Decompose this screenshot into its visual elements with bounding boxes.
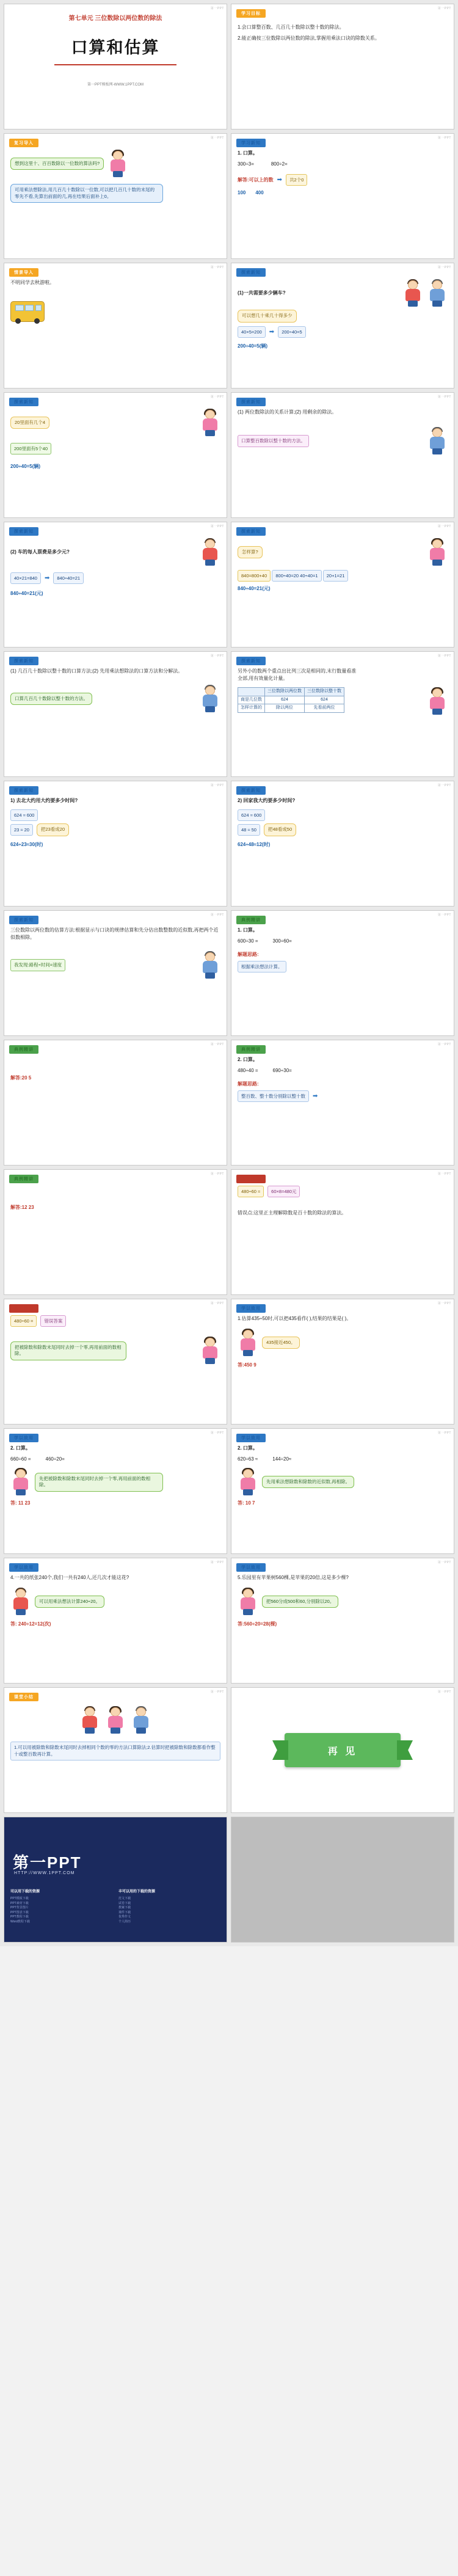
note-text: 错误点:这里正主理解除数是百十数的除法的算法。 (238, 1210, 347, 1216)
hint-bubble: 20里面有几个4 (10, 417, 49, 429)
question-text: 2) 回家我大约要多少时间? (238, 798, 296, 803)
watermark: 第一PPT (437, 913, 451, 917)
watermark: 第一PPT (210, 395, 224, 399)
slide-chip: 课堂小结 (9, 1693, 38, 1701)
slide-body (238, 797, 448, 901)
arrow-icon: ➡ (44, 575, 50, 582)
slide-body (238, 279, 448, 383)
arrow-icon: ➡ (313, 1093, 318, 1100)
table-cell: 除以两位 (265, 704, 305, 713)
slide-mistake-1 (231, 1169, 454, 1295)
answer-text: 200÷40=5(辆) (10, 464, 41, 470)
footer-link[interactable]: PPT背景图片 (10, 1906, 29, 1910)
summary-text: 1.可以用被除数和除数末尾同时去掉相同个数的零的方法口算除法;2.估算时把被除数和除数都看作整十或整百数再计算。 (10, 1742, 220, 1761)
slide-explore-6 (4, 651, 227, 777)
student-figure (79, 1706, 100, 1734)
page-title: 口算和估算 (71, 38, 160, 57)
step-2: 48 ≈ 50 (238, 824, 260, 836)
student-figure (238, 1329, 258, 1357)
slide-chip: 易错提醒 (236, 1175, 266, 1183)
watermark: 第一PPT (437, 1043, 451, 1046)
answer-text: 答:560÷20=28(棵) (238, 1621, 277, 1627)
question-text: 4.一共的纸张240个,我们一共有240人,还几次才能这花? (10, 1575, 129, 1580)
footer-link[interactable]: PPT模板下载 (10, 1897, 29, 1900)
footer-link[interactable]: 教案下载 (118, 1906, 131, 1910)
slide-chip: 学以致用 (236, 1563, 266, 1572)
bus-illustration (10, 301, 45, 322)
student-figure (200, 538, 220, 566)
slide-chip: 探索新知 (236, 786, 266, 795)
watermark: 第一PPT (210, 136, 224, 140)
student-figure (427, 687, 448, 715)
slide-body (10, 797, 220, 901)
banner-wrap (231, 1688, 454, 1812)
slide-body (10, 279, 220, 383)
footer-column (118, 1889, 220, 1924)
answer-text: 答: 11 23 (10, 1500, 31, 1506)
table-header-2: 三位数除以整十数 (305, 688, 344, 696)
step-2: 800÷40=20 40÷40=1 (272, 570, 321, 582)
expression-1: 480÷60 = (10, 1315, 37, 1327)
slide-explore-4 (4, 522, 227, 648)
watermark: 第一PPT (210, 1302, 224, 1305)
title-divider (54, 64, 176, 65)
step-3: 20+1=21 (323, 570, 349, 582)
question-text: (1) 几百几十数除以整十数的口算方法;(2) 先用乘法想除法的口算方法和分解法。 (10, 668, 183, 674)
teacher-figure (131, 1706, 151, 1734)
hint-text: 整百数、整十数分别除以整十数 (238, 1090, 309, 1102)
question-text: (1) 两位数除法的关系计算;(2) 用剩余的除法。 (238, 409, 337, 415)
expression-2: 300÷60= (272, 938, 292, 944)
answer-text: 解答:20 5 (10, 1075, 32, 1081)
expression-1: 660÷60 = (10, 1456, 31, 1462)
answer-text: 答: 10 7 (238, 1500, 255, 1506)
hint-bubble: 435接近450。 (262, 1337, 300, 1349)
wrong-value: 60×8=480元 (267, 1186, 300, 1197)
expression-1: 600÷30 = (238, 938, 258, 944)
slide-body (10, 1186, 220, 1290)
watermark: 第一PPT (210, 266, 224, 269)
footer-link[interactable]: PPT素材下载 (10, 1901, 29, 1905)
error-badge: 错误答案 (40, 1315, 66, 1327)
expression-2: 800÷2= (271, 161, 288, 167)
slide-chip: 探索新知 (9, 398, 38, 406)
table-row (238, 704, 344, 713)
answer-bubble: 可用乘法想除法,用几百几十数除以一位数,可以把几百几十数的末尾的零先不看,先算出前面的几,再在结果后面补上0。 (10, 184, 163, 203)
student-figure (105, 1706, 126, 1734)
slide-body (10, 927, 220, 1031)
slide-chip: 典例精讲 (9, 1175, 38, 1183)
expression-1: 480÷40 = (238, 1068, 258, 1073)
watermark: 第一PPT (210, 1172, 224, 1176)
expression-1: 620÷63 ≈ (238, 1456, 258, 1462)
slide-chip: 探索新知 (9, 657, 38, 665)
expression-2: 460÷20= (45, 1456, 65, 1462)
hint-bubble: 可以想几十乘几十得多少 (238, 310, 297, 323)
student-figure (238, 1588, 258, 1616)
table-cell: 先看前两位 (305, 704, 344, 713)
watermark: 第一PPT (210, 1690, 224, 1694)
watermark: 第一PPT (437, 525, 451, 528)
slide-chip: 探索新知 (9, 527, 38, 536)
watermark: 第一PPT (210, 784, 224, 787)
watermark: 第一PPT (437, 266, 451, 269)
footer-link[interactable]: 试卷下载 (118, 1901, 131, 1905)
expression-1: 480÷60 ≈ (238, 1186, 264, 1197)
slide-practice-2 (4, 1428, 227, 1554)
watermark: 第一PPT (210, 1043, 224, 1046)
slide-objectives (231, 4, 454, 130)
hint-bubble: 把560分成500和60,分别除以20。 (262, 1596, 338, 1608)
answer-text: 答: 240÷12=12(次) (10, 1621, 51, 1627)
slide-chip: 学习目标 (236, 9, 266, 18)
comparison-table (238, 687, 344, 713)
slide-method-summary (4, 910, 227, 1036)
step-1: 40×5=200 (238, 326, 266, 338)
slide-body (10, 409, 220, 513)
slide-chip: 典例精讲 (9, 1045, 38, 1054)
slide-practice-5 (231, 1558, 454, 1684)
slide-chip: 典例精讲 (236, 916, 266, 924)
student-figure (10, 1588, 31, 1616)
watermark: 第一PPT (210, 1561, 224, 1564)
slide-example-2 (231, 1040, 454, 1166)
footer-link[interactable]: 个人简历 (118, 1919, 131, 1924)
step-1: 624 ≈ 600 (238, 809, 265, 821)
hint-bubble: 把被除数和除数末尾同时去掉一个零,再用前面的数相除。 (10, 1341, 126, 1360)
question-text: (2) 车的每人票费是多少元? (10, 549, 70, 555)
step-2: 23 ≈ 20 (10, 824, 33, 836)
student-figure (402, 279, 423, 307)
slide-chip: 探索新知 (236, 657, 266, 665)
slide-chip: 易错提醒 (9, 1304, 38, 1313)
speech-bubble: 想到这里十、百百数除以一位数的算法吗? (10, 158, 104, 170)
question-text: 另外小的数两个重点出比列三次是相同的,末行数量看准全部,用有效量化计量。 (238, 668, 357, 681)
slide-chip: 探索新知 (236, 398, 266, 406)
unit-label: 第七单元 三位数除以两位数的除法 (68, 15, 162, 22)
watermark: 第一PPT (437, 1561, 451, 1564)
expression-1: 300÷3= (238, 161, 254, 167)
slide-chip: 学以致用 (236, 1434, 266, 1442)
slide-chip: 探索新知 (236, 268, 266, 277)
slide-body (238, 1315, 448, 1419)
watermark: 第一PPT (437, 1690, 451, 1694)
table-cell: 怎样计算的 (238, 704, 265, 713)
answer-text: 答:450 9 (238, 1362, 256, 1368)
student-figure (200, 409, 220, 437)
answer-text: 624÷23≈30(时) (10, 841, 43, 847)
footer-link[interactable]: 范文下载 (118, 1897, 131, 1900)
hint-label: 解答:可以上的数 (238, 177, 274, 183)
slide-chip: 探索新知 (9, 916, 38, 924)
watermark: 第一PPT (437, 1302, 451, 1305)
slide-body (10, 668, 220, 772)
teacher-figure (200, 951, 220, 979)
watermark: 第一PPT (437, 1431, 451, 1435)
hint-bubble: 把48看成50 (264, 823, 296, 836)
slide-body (238, 150, 448, 254)
slide-body (238, 1186, 448, 1290)
question-text: 1. 口算。 (238, 150, 258, 156)
slide-chip: 情景导入 (9, 268, 38, 277)
slide-body (238, 538, 448, 642)
slide-oral-calc (231, 133, 454, 259)
teacher-figure (427, 427, 448, 455)
watermark: 第一PPT (437, 1172, 451, 1176)
watermark: 第一PPT (437, 395, 451, 399)
watermark: 第一PPT (437, 136, 451, 140)
brand-url: HTTP://WWW.1PPT.COM (14, 1871, 75, 1875)
step-1: 40×21=840 (10, 572, 41, 584)
slide-scenario (4, 263, 227, 389)
slide-lesson-summary (4, 1687, 227, 1813)
slide-chip: 探索新知 (236, 527, 266, 536)
slide-example-1 (231, 910, 454, 1036)
step-2: 200÷40=5 (278, 326, 306, 338)
slide-body (10, 538, 220, 642)
hint-text: 根据乘法想法计算。 (238, 961, 286, 972)
slide-chip: 学以致用 (9, 1434, 38, 1442)
slide-practice-4 (4, 1558, 227, 1684)
expression-2: 144÷20≈ (272, 1456, 292, 1462)
footer-link[interactable]: PPT图表下载 (10, 1910, 29, 1914)
summary-bubble: 口算几百几十数除以整十数的方法。 (10, 693, 92, 706)
student-figure (238, 1468, 258, 1496)
slide-example-1-answer (4, 1040, 227, 1166)
hint-bubble: 先把被除数和除数末尾同时去掉一个零,再用前面的数相除。 (35, 1473, 163, 1492)
hint-bubble: 先用乘法想除数和除数的近似数,再相除。 (262, 1476, 354, 1489)
scenario-text: 不明同学去秋游啦。 (10, 280, 54, 285)
slide-body (238, 668, 448, 772)
expression-2: 690÷30= (272, 1068, 292, 1073)
slide-body (238, 1445, 448, 1549)
step-1: 840=800+40 (238, 570, 271, 582)
slide-chip: 学以致用 (236, 1304, 266, 1313)
footer-link[interactable]: Word教程下载 (10, 1919, 30, 1924)
slide-chip: 典例精讲 (236, 1045, 266, 1054)
slide-chip: 探索新知 (9, 786, 38, 795)
slide-practice-1 (231, 1299, 454, 1425)
slide-blank (231, 1817, 454, 1943)
question-text: 1) 去北大约用大约要多少时间? (10, 798, 78, 803)
hint-bubble: 可以用乘法想法计算240÷20。 (35, 1596, 104, 1608)
slide-estimate-1 (4, 781, 227, 907)
slide-title (4, 4, 227, 130)
slide-body (10, 1704, 220, 1808)
question-text: 2. 口算。 (238, 1445, 258, 1451)
watermark: 第一PPT (437, 654, 451, 658)
hint-bubble: 把23看成20 (37, 823, 69, 836)
watermark: 第一PPT (210, 913, 224, 917)
answer-2: 400 (255, 190, 264, 196)
answer-1: 100 (238, 190, 246, 196)
slide-body (238, 1574, 448, 1678)
summary-note: 口算整百数除以整十数的方法。 (238, 435, 309, 447)
objective-1: 1.会口算整百数、几百几十数除以整十数的除法。 (238, 24, 344, 30)
slide-footer-brand (4, 1817, 227, 1943)
footer-heading: 丰可以用的下载的资源 (118, 1890, 156, 1894)
slide-chip: 学习新知 (236, 139, 266, 147)
slide-body (238, 409, 448, 513)
slide-estimate-2 (231, 781, 454, 907)
slide-chip: 复习导入 (9, 139, 38, 147)
question-text: 三位数除以两位数的估算方法:根据显示与口诀的规律估算和先分估出数整数的近似数,再把两个近似数相除。 (10, 927, 219, 940)
slide-body (10, 1574, 220, 1678)
slide-review (4, 133, 227, 259)
slide-mistake-2 (4, 1299, 227, 1425)
answer-text: 840÷40=21(元) (238, 586, 271, 592)
slide-explore-table (231, 651, 454, 777)
table-cell: 624 (265, 696, 305, 704)
question-text: 2. 口算。 (238, 1057, 258, 1062)
slide-body (10, 150, 220, 254)
teacher-figure (200, 685, 220, 713)
answer-text: 解答:12 23 (10, 1205, 34, 1210)
watermark: 第一PPT (210, 654, 224, 658)
slide-body (238, 1056, 448, 1160)
slide-explore-3 (231, 392, 454, 518)
question-text: 1. 口算。 (238, 927, 258, 933)
question-text: 5.乐园里有苹果树560棵,是苹果的20倍,这是多少棵? (238, 1575, 349, 1580)
table-cell: 624 (305, 696, 344, 704)
table-row (238, 696, 344, 704)
slide-example-2-answer (4, 1169, 227, 1295)
watermark: 第一PPT (437, 784, 451, 787)
source-label: 第一PPT模板网-WWW.1PPT.COM (87, 83, 144, 87)
footer-link[interactable]: PPT教程下载 (10, 1915, 29, 1919)
hint-label: 解题思路: (238, 1081, 259, 1087)
student-figure (427, 538, 448, 566)
table-header-0 (238, 688, 265, 696)
objective-2: 2.能正确按三位数除以两位数的除法,掌握用乘法口诀的除数关系。 (238, 35, 380, 41)
question-text: (1)一共需要多少辆车? (238, 290, 286, 296)
slide-body (10, 1445, 220, 1549)
footer-link[interactable]: 课件下载 (118, 1910, 131, 1914)
slide-thanks (231, 1687, 454, 1813)
student-figure (200, 1337, 220, 1365)
answer-text: 624÷48≈12(时) (238, 841, 271, 847)
result-note: 共2个0 (286, 174, 307, 186)
arrow-icon: ➡ (277, 177, 283, 184)
slide-explore-5 (231, 522, 454, 648)
formula-note: 我发现:路程÷时间=速度 (10, 959, 65, 971)
answer-text: 200÷40=5(辆) (238, 343, 268, 349)
footer-heading: 司以用下载的资源 (10, 1890, 40, 1894)
thanks-banner: 再 见 (285, 1733, 401, 1767)
watermark: 第一PPT (210, 7, 224, 10)
slide-chip: 学以致用 (9, 1563, 38, 1572)
teacher-figure (427, 279, 448, 307)
slide-body (10, 1056, 220, 1160)
slide-body (238, 20, 448, 124)
slide-practice-3 (231, 1428, 454, 1554)
step-box: 200里面有5个40 (10, 443, 51, 454)
question-text: 1.估算435÷50时,可以把435看作( ),结果的结果是( )。 (238, 1316, 352, 1321)
hint-label: 解题思路: (238, 952, 259, 957)
slide-body (238, 927, 448, 1031)
slide-body (10, 1315, 220, 1419)
student-figure (10, 1468, 31, 1496)
question-text: 2. 口算。 (10, 1445, 31, 1451)
slide-explore-2 (4, 392, 227, 518)
footer-link[interactable]: 优秀作文 (118, 1915, 131, 1919)
footer-column (10, 1889, 112, 1924)
hint-bubble: 怎样算? (238, 546, 263, 559)
step-1: 624 ≈ 600 (10, 809, 38, 821)
student-figure (107, 150, 128, 178)
table-header-1: 三位数除以两位数 (265, 688, 305, 696)
step-2: 840÷40=21 (53, 572, 84, 584)
arrow-icon: ➡ (269, 328, 275, 335)
watermark: 第一PPT (210, 525, 224, 528)
answer-text: 840÷40=21(元) (10, 591, 43, 597)
brand-logo: 第一PPT (13, 1853, 82, 1872)
watermark: 第一PPT (210, 1431, 224, 1435)
footer-links (10, 1889, 220, 1924)
table-cell: 商是几位数 (238, 696, 265, 704)
watermark: 第一PPT (437, 7, 451, 10)
slide-explore-1 (231, 263, 454, 389)
